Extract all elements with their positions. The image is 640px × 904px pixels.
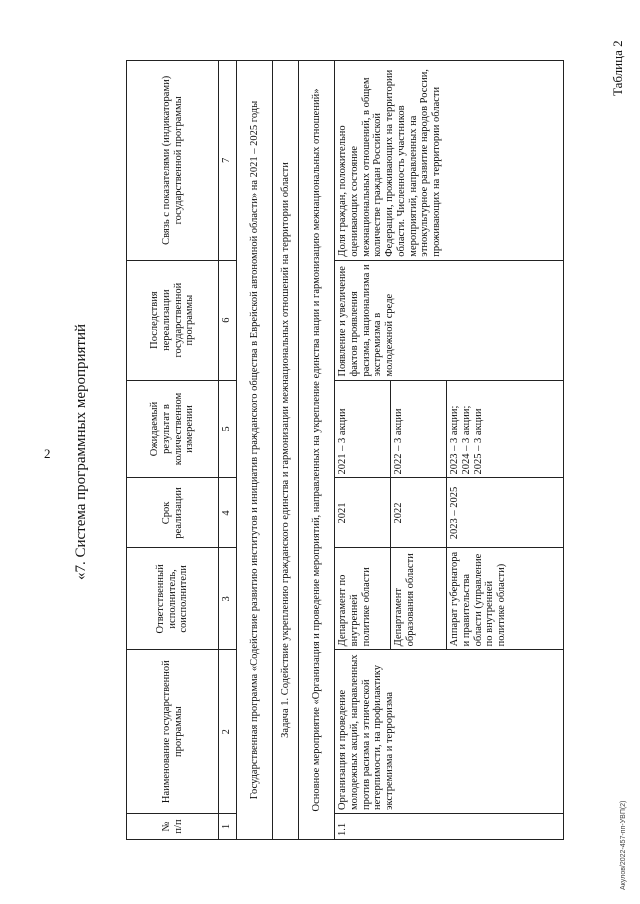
col-number: 2 [219, 650, 237, 814]
task-cell: Задача 1. Содействие укреплению гражданского единства и гармонизации межнациональных отношений на территории области [273, 61, 299, 840]
table-row [335, 61, 391, 840]
col-number: 7 [219, 61, 237, 261]
item-number: 1.1 [335, 814, 564, 840]
item-result: 2021 – 3 акции [335, 380, 391, 478]
program-table-wrapper [126, 60, 564, 840]
item-result: 2023 – 3 акции; 2024 – 3 акции; 2025 – 3 акции [447, 380, 564, 478]
table-label: Таблица 2 [610, 40, 625, 96]
item-executor: Департамент по внутренней политике области [335, 548, 391, 650]
item-executor: Департамент образования области [391, 548, 447, 650]
header-name: Наименование государственной программы [127, 650, 219, 814]
task-row [273, 61, 299, 840]
header-consequence: Последствия нереализации государственной программы [127, 260, 219, 380]
page-number: 2 [44, 446, 51, 461]
section-title: «7. Система программных мероприятий [73, 323, 89, 581]
item-indicators: Доля граждан, положительно оценивающих состояние межнациональных отношений, в общем количестве граждан Российской Федерации, проживающих на территории области. Численность участников мероприятий, направленных на этнокультурное развитие народов России, проживающих на территории области [335, 61, 564, 261]
item-result: 2022 – 3 акции [391, 380, 447, 478]
header-result: Ожидаемый результат в количественном измерении [127, 380, 219, 478]
column-number-row [219, 61, 237, 840]
col-number: 6 [219, 260, 237, 380]
header-executor: Ответственный исполнитель, соисполнители [127, 548, 219, 650]
program-row [237, 61, 273, 840]
item-consequence: Появление и увеличение фактов проявления расизма, национализма и экстремизма в молодежной среде [335, 260, 564, 380]
header-num: № п/п [127, 814, 219, 840]
item-name: Организация и проведение молодежных акций, направленных против расизма и этнической нетерпимости, на профилактику экстремизма и терроризма [335, 650, 564, 814]
header-indicators: Связь с показателями (индикаторами) государственной программы [127, 61, 219, 261]
item-executor: Аппарат губернатора и правительства области (управление по внутренней политике области) [447, 548, 564, 650]
program-title-cell: Государственная программа «Содействие развитию институтов и инициатив гражданского общества в Еврейской автономной области» на 2021 – 2025 годы [237, 61, 273, 840]
main-event-row [299, 61, 335, 840]
header-row [127, 61, 219, 840]
col-number: 4 [219, 478, 237, 548]
item-term: 2022 [391, 478, 447, 548]
col-number: 5 [219, 380, 237, 478]
col-number: 1 [219, 814, 237, 840]
item-term: 2021 [335, 478, 391, 548]
col-number: 3 [219, 548, 237, 650]
program-events-table [126, 60, 564, 840]
main-event-cell: Основное мероприятие «Организация и проведение мероприятий, направленных на укрепление единства нации и гармонизацию межнациональных отношений» [299, 61, 335, 840]
item-term: 2023 – 2025 [447, 478, 564, 548]
footer-code: Акулов/2022-457-пп-УВП(2) [620, 800, 627, 890]
header-term: Срок реализации [127, 478, 219, 548]
